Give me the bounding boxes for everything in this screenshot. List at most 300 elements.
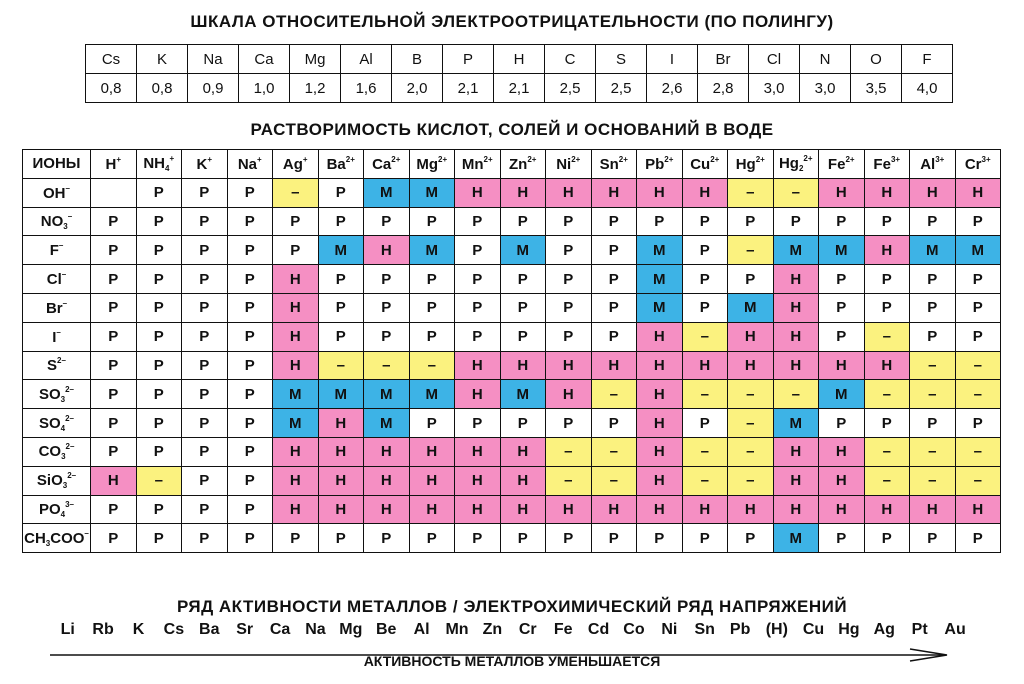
- solubility-cell: Р: [182, 466, 228, 495]
- solubility-cell: Р: [864, 409, 910, 438]
- cation-header: $Cr^{3+}$: [955, 150, 1001, 179]
- solubility-cell: Н: [728, 322, 774, 351]
- solubility-cell: М: [500, 380, 546, 409]
- metal-symbol: Sr: [236, 621, 254, 638]
- element-symbol: Cl: [749, 45, 800, 74]
- element-symbol: Ca: [239, 45, 290, 74]
- metal-symbol: Ca: [269, 621, 291, 638]
- solubility-cell: М: [318, 380, 364, 409]
- solubility-cell: Р: [546, 293, 592, 322]
- solubility-cell: Р: [591, 265, 637, 294]
- metal-symbol: Ba: [199, 621, 220, 638]
- solubility-cell: Р: [91, 265, 137, 294]
- cation-header: $Fe^{3+}$: [864, 150, 910, 179]
- solubility-cell: Р: [910, 207, 956, 236]
- solubility-header-row: [23, 150, 1001, 179]
- solubility-cell: М: [637, 265, 683, 294]
- solubility-cell: Н: [273, 265, 319, 294]
- solubility-cell: Р: [182, 409, 228, 438]
- metal-symbol: K: [132, 621, 145, 638]
- solubility-cell: Р: [910, 524, 956, 553]
- solubility-cell: Р: [409, 265, 455, 294]
- solubility-cell: –: [682, 322, 728, 351]
- solubility-cell: –: [409, 351, 455, 380]
- solubility-cell: Р: [682, 524, 728, 553]
- metal-symbol: Cs: [163, 621, 185, 638]
- solubility-table: [22, 149, 1001, 553]
- solubility-cell: М: [819, 236, 865, 265]
- solubility-cell: Р: [227, 409, 273, 438]
- table-row: [23, 380, 1001, 409]
- solubility-cell: М: [637, 293, 683, 322]
- solubility-cell: Н: [773, 495, 819, 524]
- solubility-cell: Р: [91, 409, 137, 438]
- cation-header: $Zn^{2+}$: [500, 150, 546, 179]
- anion-label: $PO_4^{3-}$: [23, 495, 91, 524]
- electronegativity-value: 0,8: [86, 74, 137, 103]
- solubility-cell: Р: [318, 178, 364, 207]
- anion-label: $S^{2-}$: [23, 351, 91, 380]
- solubility-cell: Р: [364, 322, 410, 351]
- electronegativity-value: 4,0: [902, 74, 953, 103]
- solubility-cell: –: [864, 322, 910, 351]
- solubility-cell: Р: [136, 351, 182, 380]
- solubility-cell: Р: [227, 524, 273, 553]
- solubility-cell: Р: [136, 293, 182, 322]
- solubility-cell: Н: [819, 351, 865, 380]
- cation-header: $Mn^{2+}$: [455, 150, 501, 179]
- cation-header: Ag+: [273, 150, 319, 179]
- solubility-cell: Р: [136, 495, 182, 524]
- cation-header: $Ni^{2+}$: [546, 150, 592, 179]
- solubility-cell: Р: [136, 236, 182, 265]
- electronegativity-value: 1,2: [290, 74, 341, 103]
- solubility-cell: Р: [910, 322, 956, 351]
- solubility-cell: Н: [591, 495, 637, 524]
- table-row: [23, 265, 1001, 294]
- solubility-cell: –: [864, 380, 910, 409]
- solubility-cell: Н: [728, 351, 774, 380]
- solubility-cell: М: [273, 380, 319, 409]
- metal-symbol: Hg: [838, 621, 860, 638]
- solubility-cell: –: [728, 409, 774, 438]
- solubility-cell: М: [910, 236, 956, 265]
- solubility-cell: Н: [637, 178, 683, 207]
- solubility-cell: Н: [500, 466, 546, 495]
- cation-header: Na+: [227, 150, 273, 179]
- solubility-cell: Р: [546, 207, 592, 236]
- solubility-cell: Н: [455, 351, 501, 380]
- solubility-cell: –: [364, 351, 410, 380]
- solubility-cell: –: [773, 380, 819, 409]
- solubility-cell: Р: [819, 293, 865, 322]
- solubility-cell: Р: [136, 322, 182, 351]
- solubility-cell: Р: [409, 322, 455, 351]
- solubility-cell: Р: [591, 293, 637, 322]
- table-row: [23, 207, 1001, 236]
- solubility-cell: –: [773, 178, 819, 207]
- solubility-cell: –: [955, 380, 1001, 409]
- solubility-cell: Р: [500, 207, 546, 236]
- solubility-cell: Р: [182, 236, 228, 265]
- solubility-cell: –: [955, 351, 1001, 380]
- metal-symbol: Zn: [482, 621, 503, 638]
- solubility-cell: М: [409, 178, 455, 207]
- cation-header: $Cu^{2+}$: [682, 150, 728, 179]
- solubility-cell: Н: [364, 437, 410, 466]
- solubility-cell: Р: [91, 495, 137, 524]
- solubility-cell: Р: [455, 322, 501, 351]
- solubility-cell: Р: [136, 380, 182, 409]
- solubility-cell: Н: [864, 236, 910, 265]
- solubility-cell: Р: [227, 265, 273, 294]
- solubility-cell: Р: [682, 265, 728, 294]
- electronegativity-value: 0,9: [188, 74, 239, 103]
- solubility-cell: Н: [455, 495, 501, 524]
- solubility-cell: Р: [819, 207, 865, 236]
- solubility-cell: Н: [637, 380, 683, 409]
- electronegativity-value: 2,8: [698, 74, 749, 103]
- anion-label: Br–: [23, 293, 91, 322]
- solubility-cell: Р: [318, 265, 364, 294]
- electronegativity-value: 2,0: [392, 74, 443, 103]
- solubility-cell: Н: [318, 437, 364, 466]
- solubility-cell: Н: [591, 178, 637, 207]
- solubility-cell: Р: [91, 437, 137, 466]
- solubility-cell: Р: [227, 380, 273, 409]
- activity-series-title: РЯД АКТИВНОСТИ МЕТАЛЛОВ / ЭЛЕКТРОХИМИЧЕСКИЙ РЯД НАПРЯЖЕНИЙ: [176, 597, 848, 616]
- solubility-cell: Н: [682, 351, 728, 380]
- solubility-cell: Р: [728, 207, 774, 236]
- solubility-cell: Н: [455, 437, 501, 466]
- solubility-cell: Н: [500, 178, 546, 207]
- metal-symbol: Rb: [92, 621, 114, 638]
- solubility-cell: Р: [864, 207, 910, 236]
- solubility-cell: Р: [318, 207, 364, 236]
- solubility-cell: Р: [182, 207, 228, 236]
- solubility-cell: Н: [318, 409, 364, 438]
- solubility-cell: Р: [182, 380, 228, 409]
- solubility-cell: Р: [682, 409, 728, 438]
- metal-symbol: Sn: [694, 621, 715, 638]
- cation-header: $Sn^{2+}$: [591, 150, 637, 179]
- solubility-cell: Н: [728, 495, 774, 524]
- solubility-cell: Р: [136, 409, 182, 438]
- metal-symbol: Be: [375, 621, 397, 638]
- solubility-cell: Р: [91, 236, 137, 265]
- electronegativity-elements-row: [86, 45, 953, 74]
- solubility-cell: М: [364, 380, 410, 409]
- solubility-cell: –: [955, 466, 1001, 495]
- solubility-cell: –: [728, 466, 774, 495]
- solubility-cell: Н: [682, 178, 728, 207]
- solubility-cell: Р: [728, 265, 774, 294]
- solubility-cell: Н: [591, 351, 637, 380]
- metal-symbol: Fe: [553, 621, 573, 638]
- solubility-cell: Н: [273, 293, 319, 322]
- solubility-cell: Р: [591, 322, 637, 351]
- solubility-cell: Р: [455, 265, 501, 294]
- solubility-cell: Р: [136, 178, 182, 207]
- table-row: [23, 178, 1001, 207]
- solubility-cell: Н: [819, 178, 865, 207]
- metal-symbol: Mn: [445, 621, 469, 638]
- solubility-cell: Н: [273, 495, 319, 524]
- solubility-cell: Р: [455, 207, 501, 236]
- solubility-cell: Н: [546, 178, 592, 207]
- solubility-cell: Н: [910, 178, 956, 207]
- solubility-cell: Р: [955, 207, 1001, 236]
- solubility-cell: М: [318, 236, 364, 265]
- table-row: [23, 409, 1001, 438]
- solubility-cell: –: [591, 380, 637, 409]
- solubility-cell: Р: [182, 437, 228, 466]
- solubility-cell: Н: [864, 495, 910, 524]
- solubility-cell: Р: [546, 524, 592, 553]
- anion-label: I–: [23, 322, 91, 351]
- solubility-cell: Р: [591, 409, 637, 438]
- cation-header: H+: [91, 150, 137, 179]
- solubility-cell: Р: [318, 322, 364, 351]
- electronegativity-value: 1,6: [341, 74, 392, 103]
- solubility-cell: [91, 178, 137, 207]
- solubility-cell: Р: [227, 495, 273, 524]
- solubility-cell: Р: [500, 265, 546, 294]
- solubility-cell: М: [364, 178, 410, 207]
- solubility-cell: Н: [637, 466, 683, 495]
- solubility-cell: Р: [864, 524, 910, 553]
- solubility-cell: Р: [955, 524, 1001, 553]
- solubility-cell: Н: [864, 351, 910, 380]
- solubility-cell: М: [364, 409, 410, 438]
- solubility-cell: Р: [591, 207, 637, 236]
- solubility-cell: Р: [637, 524, 683, 553]
- solubility-cell: –: [864, 437, 910, 466]
- solubility-cell: Н: [637, 495, 683, 524]
- anion-label: $CO_3^{2-}$: [23, 437, 91, 466]
- cation-header: $Ca^{2+}$: [364, 150, 410, 179]
- solubility-cell: Н: [364, 236, 410, 265]
- solubility-cell: Н: [318, 495, 364, 524]
- metal-symbol: Li: [60, 621, 75, 638]
- solubility-cell: Р: [500, 409, 546, 438]
- solubility-cell: –: [546, 437, 592, 466]
- solubility-cell: Р: [136, 207, 182, 236]
- solubility-cell: –: [682, 437, 728, 466]
- electronegativity-value: 2,1: [443, 74, 494, 103]
- solubility-cell: Р: [91, 322, 137, 351]
- solubility-cell: Р: [591, 236, 637, 265]
- solubility-cell: Р: [682, 236, 728, 265]
- electronegativity-value: 3,5: [851, 74, 902, 103]
- solubility-cell: Р: [546, 265, 592, 294]
- table-row: [23, 351, 1001, 380]
- anion-label: $SO_3^{2-}$: [23, 380, 91, 409]
- solubility-cell: Р: [773, 207, 819, 236]
- solubility-cell: Р: [819, 524, 865, 553]
- electronegativity-value: 2,1: [494, 74, 545, 103]
- solubility-cell: Р: [136, 437, 182, 466]
- element-symbol: K: [137, 45, 188, 74]
- solubility-cell: Н: [773, 265, 819, 294]
- anion-label: F–: [23, 236, 91, 265]
- solubility-cell: Р: [728, 524, 774, 553]
- solubility-cell: Н: [773, 351, 819, 380]
- solubility-cell: Р: [409, 207, 455, 236]
- solubility-cell: Р: [273, 524, 319, 553]
- solubility-cell: М: [637, 236, 683, 265]
- solubility-cell: Р: [364, 293, 410, 322]
- solubility-cell: –: [728, 236, 774, 265]
- solubility-cell: –: [910, 380, 956, 409]
- solubility-cell: Н: [637, 351, 683, 380]
- solubility-cell: М: [409, 380, 455, 409]
- solubility-cell: Н: [273, 351, 319, 380]
- solubility-cell: Н: [773, 466, 819, 495]
- electronegativity-value: 2,5: [596, 74, 647, 103]
- anion-label: $CH_3COO^-$: [23, 524, 91, 553]
- table-row: [23, 495, 1001, 524]
- table-row: [23, 293, 1001, 322]
- solubility-cell: Н: [546, 495, 592, 524]
- solubility-cell: Н: [637, 409, 683, 438]
- solubility-cell: Р: [273, 236, 319, 265]
- cation-header: $Ba^{2+}$: [318, 150, 364, 179]
- electronegativity-value: 1,0: [239, 74, 290, 103]
- solubility-cell: Н: [409, 437, 455, 466]
- solubility-cell: Н: [455, 466, 501, 495]
- solubility-cell: –: [910, 351, 956, 380]
- element-symbol: Mg: [290, 45, 341, 74]
- solubility-cell: Р: [910, 409, 956, 438]
- cation-header: $Al^{3+}$: [910, 150, 956, 179]
- table-row: [23, 524, 1001, 553]
- solubility-cell: М: [409, 236, 455, 265]
- element-symbol: F: [902, 45, 953, 74]
- solubility-cell: Р: [500, 293, 546, 322]
- solubility-cell: Н: [500, 495, 546, 524]
- anion-label: $NO_3^-$: [23, 207, 91, 236]
- electronegativity-value: 2,5: [545, 74, 596, 103]
- solubility-cell: –: [273, 178, 319, 207]
- solubility-cell: –: [136, 466, 182, 495]
- solubility-cell: Н: [455, 380, 501, 409]
- solubility-cell: Р: [182, 265, 228, 294]
- cation-header: K+: [182, 150, 228, 179]
- element-symbol: Al: [341, 45, 392, 74]
- solubility-cell: Р: [455, 409, 501, 438]
- solubility-cell: Р: [546, 409, 592, 438]
- solubility-cell: Н: [455, 178, 501, 207]
- solubility-cell: Р: [318, 524, 364, 553]
- solubility-cell: –: [682, 380, 728, 409]
- solubility-cell: Р: [182, 293, 228, 322]
- solubility-cell: –: [728, 437, 774, 466]
- metal-symbol: Na: [305, 621, 326, 638]
- solubility-cell: Н: [273, 322, 319, 351]
- metal-symbol: Ni: [661, 621, 678, 638]
- solubility-cell: Р: [364, 207, 410, 236]
- solubility-cell: –: [682, 466, 728, 495]
- solubility-cell: Р: [273, 207, 319, 236]
- solubility-cell: Н: [864, 178, 910, 207]
- solubility-cell: Н: [910, 495, 956, 524]
- solubility-cell: Р: [864, 293, 910, 322]
- metal-symbol: Al: [413, 621, 430, 638]
- cation-header: $Mg^{2+}$: [409, 150, 455, 179]
- activity-caption: АКТИВНОСТЬ МЕТАЛЛОВ УМЕНЬШАЕТСЯ: [363, 653, 661, 669]
- solubility-cell: Р: [182, 178, 228, 207]
- solubility-cell: Н: [91, 466, 137, 495]
- solubility-title: РАСТВОРИМОСТЬ КИСЛОТ, СОЛЕЙ И ОСНОВАНИЙ В ВОДЕ: [250, 120, 774, 139]
- table-row: [23, 466, 1001, 495]
- solubility-cell: Р: [955, 293, 1001, 322]
- solubility-cell: Р: [91, 207, 137, 236]
- solubility-cell: Н: [819, 495, 865, 524]
- solubility-cell: Р: [364, 265, 410, 294]
- table-row: [23, 236, 1001, 265]
- solubility-cell: Р: [227, 322, 273, 351]
- solubility-cell: М: [273, 409, 319, 438]
- solubility-cell: М: [500, 236, 546, 265]
- solubility-cell: Р: [591, 524, 637, 553]
- solubility-cell: Н: [955, 178, 1001, 207]
- solubility-cell: М: [819, 380, 865, 409]
- table-row: [23, 437, 1001, 466]
- element-symbol: Cs: [86, 45, 137, 74]
- solubility-cell: Н: [364, 495, 410, 524]
- element-symbol: Br: [698, 45, 749, 74]
- cation-header: $Hg^{2+}$: [728, 150, 774, 179]
- solubility-cell: Р: [227, 293, 273, 322]
- solubility-cell: Р: [318, 293, 364, 322]
- element-symbol: O: [851, 45, 902, 74]
- solubility-cell: Р: [682, 293, 728, 322]
- solubility-cell: –: [910, 466, 956, 495]
- solubility-cell: –: [728, 380, 774, 409]
- solubility-cell: Р: [182, 351, 228, 380]
- solubility-cell: Р: [227, 351, 273, 380]
- element-symbol: I: [647, 45, 698, 74]
- solubility-cell: М: [773, 409, 819, 438]
- element-symbol: N: [800, 45, 851, 74]
- metal-symbol: Co: [623, 621, 645, 638]
- solubility-cell: Р: [500, 322, 546, 351]
- solubility-cell: Р: [227, 466, 273, 495]
- element-symbol: P: [443, 45, 494, 74]
- anion-label: Cl–: [23, 265, 91, 294]
- solubility-cell: Н: [409, 466, 455, 495]
- solubility-cell: Р: [136, 524, 182, 553]
- solubility-cell: Н: [546, 380, 592, 409]
- solubility-cell: Р: [91, 351, 137, 380]
- solubility-cell: Р: [455, 236, 501, 265]
- solubility-cell: Р: [819, 265, 865, 294]
- solubility-cell: Н: [409, 495, 455, 524]
- solubility-cell: –: [546, 466, 592, 495]
- solubility-cell: Р: [91, 524, 137, 553]
- cation-header: $Fe^{2+}$: [819, 150, 865, 179]
- solubility-cell: Н: [819, 466, 865, 495]
- solubility-cell: Н: [955, 495, 1001, 524]
- metal-symbol: Cu: [802, 621, 825, 638]
- solubility-cell: Н: [318, 466, 364, 495]
- solubility-cell: Р: [227, 178, 273, 207]
- solubility-cell: Р: [955, 409, 1001, 438]
- element-symbol: C: [545, 45, 596, 74]
- solubility-cell: Р: [409, 524, 455, 553]
- solubility-cell: Н: [773, 437, 819, 466]
